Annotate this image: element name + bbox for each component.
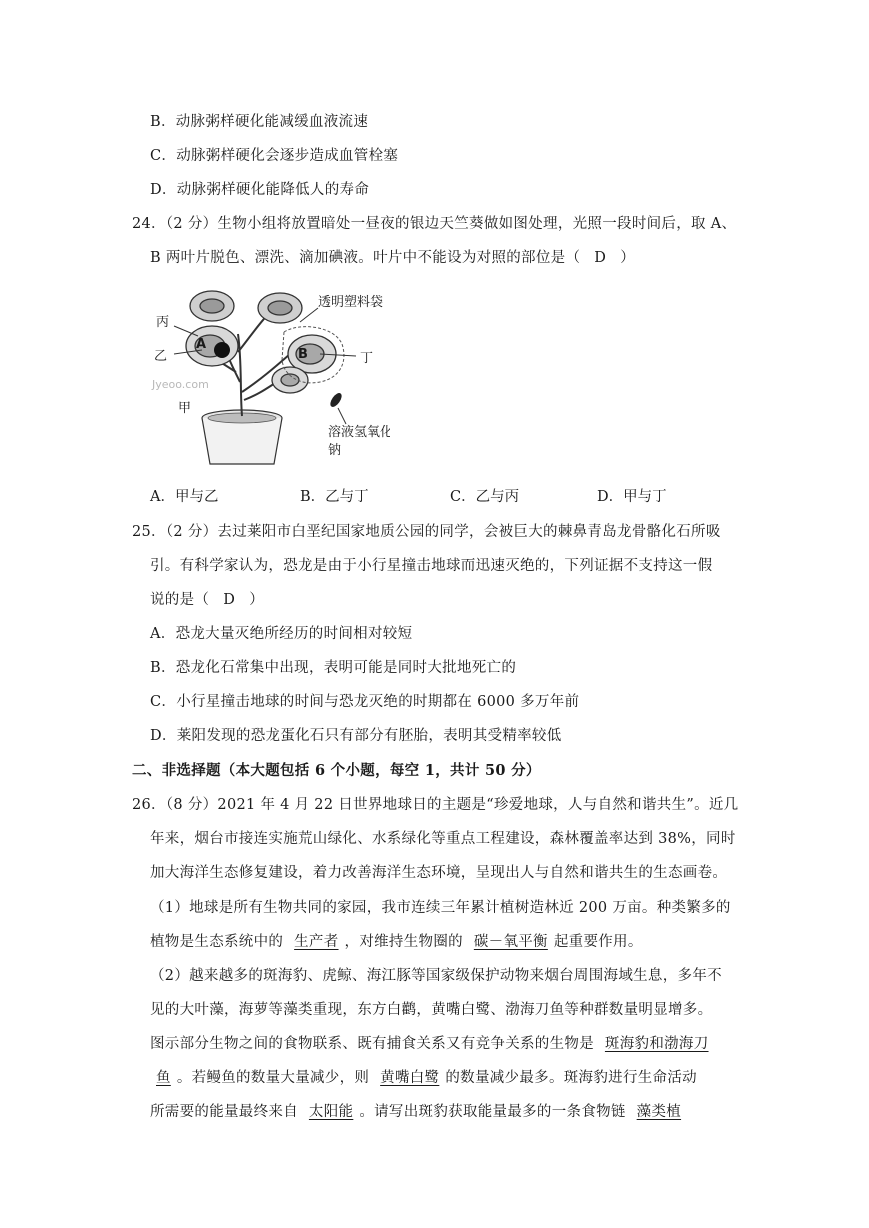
q25-option-c: C．小行星撞击地球的时间与恐龙灭绝的时期都在 6000 多万年前 xyxy=(150,694,580,710)
q26-answer-solar-energy: 太阳能 xyxy=(308,1104,354,1120)
watermark: Jyeoo.com xyxy=(152,378,209,391)
q24-option-d: D．甲与丁 xyxy=(597,489,667,505)
q25-stem-close: ） xyxy=(249,592,265,608)
q26-part2-text-c: 的数量减少最多。斑海豹进行生命活动 xyxy=(445,1070,697,1086)
label-plastic-bag: 透明塑料袋 xyxy=(318,295,384,310)
q26-answer-producer: 生产者 xyxy=(294,934,339,950)
label-jia: 甲 xyxy=(178,401,192,416)
q26-answer-competitors-part1: 斑海豹和渤海刀 xyxy=(604,1036,709,1052)
q26-part1-text-a: 植物是生态系统中的 xyxy=(150,934,284,950)
q26-part2-text-a: 图示部分生物之间的食物联系、既有捕食关系又有竞争关系的生物是 xyxy=(150,1036,594,1052)
q25-stem-line1: 25．（2 分）去过莱阳市白垩纪国家地质公园的同学，会被巨大的棘鼻青岛龙骨骼化石所吸 xyxy=(132,524,721,540)
q26-answer-food-chain: 藻类植 xyxy=(636,1104,682,1120)
q26-stem-line1: 26．（8 分）2021 年 4 月 22 日世界地球日的主题是“珍爱地球，人与自然和谐共生”。近几 xyxy=(132,797,739,813)
q26-part2-line1: （2）越来越多的斑海豹、虎鲸、海江豚等国家级保护动物来烟台周围海域生息，多年不 xyxy=(150,968,722,984)
label-naoh-line1: 溶液氢氧化 xyxy=(328,425,390,440)
q26-part1-line2 xyxy=(150,932,643,952)
q23-option-d: D．动脉粥样硬化能降低人的寿命 xyxy=(150,182,370,198)
q26-part1-text-c: 起重要作用。 xyxy=(553,934,643,950)
q25-option-a: A．恐龙大量灭绝所经历的时间相对较短 xyxy=(150,626,413,642)
naoh-container xyxy=(328,391,344,409)
q26-part1-line1: （1）地球是所有生物共同的家园，我市连续三年累计植树造林近 200 万亩。种类繁多的 xyxy=(150,900,731,916)
q26-part2-text-d: 所需要的能量最终来自 xyxy=(150,1104,298,1120)
q26-part2-line5 xyxy=(150,1102,687,1122)
q24-option-a: A．甲与乙 xyxy=(150,489,219,505)
q26-answer-competitors-part2: 鱼 xyxy=(156,1070,171,1086)
q26-part2-line4 xyxy=(150,1068,697,1088)
label-ding: 丁 xyxy=(360,351,374,366)
label-a: A xyxy=(196,337,207,352)
q26-part2-text-b: 。若鳗鱼的数量大量减少，则 xyxy=(176,1070,370,1086)
q24-stem-close: ） xyxy=(620,250,636,266)
label-bing: 丙 xyxy=(156,315,170,330)
q25-stem-line3 xyxy=(150,590,264,610)
q24-option-c: C．乙与丙 xyxy=(450,489,520,505)
q25-stem-line2: 引。有科学家认为，恐龙是由于小行星撞击地球而迅速灭绝的，下列证据不支持这一假 xyxy=(150,558,713,574)
q26-answer-egret: 黄嘴白鹭 xyxy=(380,1070,440,1086)
label-naoh-line2: 钠 xyxy=(328,443,342,458)
q25-option-b: B．恐龙化石常集中出现，表明可能是同时大批地死亡的 xyxy=(150,660,517,676)
flower-pot xyxy=(202,410,282,464)
section2-title: 二、非选择题（本大题包括 6 个小题，每空 1，共计 50 分） xyxy=(132,762,541,779)
q26-part1-text-b: ，对维持生物圈的 xyxy=(344,934,463,950)
black-paper-spot xyxy=(214,342,230,358)
q26-part2-text-e: 。请写出斑豹获取能量最多的一条食物链 xyxy=(359,1104,626,1120)
q26-part2-line2: 见的大叶藻，海萝等藻类重现，东方白鹳，黄嘴白鹭、渤海刀鱼等种群数量明显增多。 xyxy=(150,1002,713,1018)
q23-option-b: B．动脉粥样硬化能减缓血液流速 xyxy=(150,114,369,130)
q24-answer: D xyxy=(594,250,607,266)
q25-stem-text: 说的是（ xyxy=(150,592,210,608)
q24-stem-line1: 24．（2 分）生物小组将放置暗处一昼夜的银边天竺葵做如图处理，光照一段时间后，取 A、 xyxy=(132,216,737,232)
label-yi: 乙 xyxy=(154,349,168,364)
q26-stem-line3: 加大海洋生态修复建设，着力改善海洋生态环境，呈现出人与自然和谐共生的生态画卷。 xyxy=(150,865,728,881)
q26-answer-carbon-oxygen: 碳－氧平衡 xyxy=(473,934,548,950)
label-b: B xyxy=(298,347,308,362)
q25-answer: D xyxy=(223,592,236,608)
q24-option-b: B．乙与丁 xyxy=(300,489,369,505)
q23-option-c: C．动脉粥样硬化会逐步造成血管栓塞 xyxy=(150,148,399,164)
q24-stem-text: B 两叶片脱色、漂洗、滴加碘液。叶片中不能设为对照的部位是（ xyxy=(150,250,581,266)
q25-option-d: D．莱阳发现的恐龙蛋化石只有部分有胚胎，表明其受精率较低 xyxy=(150,728,562,744)
q26-part2-line3 xyxy=(150,1034,715,1054)
q24-stem-line2 xyxy=(150,248,635,268)
geranium-experiment-figure xyxy=(150,282,390,472)
q26-stem-line2: 年来，烟台市接连实施荒山绿化、水系绿化等重点工程建设，森林覆盖率达到 38%，同时 xyxy=(150,831,736,847)
